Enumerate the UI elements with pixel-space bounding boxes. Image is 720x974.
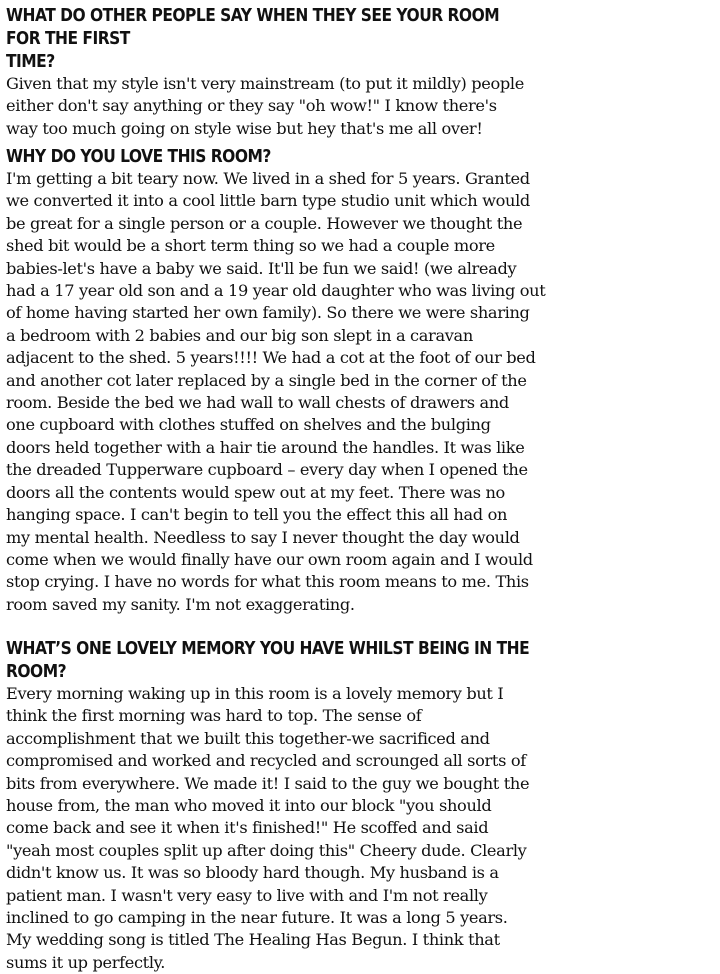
section-heading: WHAT DO OTHER PEOPLE SAY WHEN THEY SEE YOUR ROOM FOR THE FIRST TIME? — [6, 5, 500, 72]
section-body: Every morning waking up in this room is a lovely memory but I think the first morning was hard to top. The sense of accomplishment that we built this together-we sacrificed and compromised and worked and recycled and scrounged all sorts of bits from everywhere. We made it! I said to the guy we bought the house from, the man who moved it into our block "you should come back and see it when it's finished!" He scoffed and said "yeah most couples split up after doing this" Cheery dude. Clearly didn't know us. It was so bloody hard though. My husband is a patient man. I wasn't very easy to live with and I'm not really inclined to go camping in the near future. It was a long 5 years. My wedding song is titled The Healing Has Begun. I think that sums it up perfectly. — [6, 684, 530, 972]
section-first-impressions — [6, 4, 566, 140]
section-heading: WHY DO YOU LOVE THIS ROOM? — [6, 146, 271, 167]
section-why-love-room — [6, 145, 566, 616]
section-body: Given that my style isn't very mainstream (to put it mildly) people either don't say anything or they say "oh wow!" I know there's way too much going on style wise but hey that's me all over! — [6, 74, 524, 138]
section-heading: WHAT’S ONE LOVELY MEMORY YOU HAVE WHILST BEING IN THE ROOM? — [6, 638, 535, 682]
section-lovely-memory — [6, 637, 566, 974]
section-body: I'm getting a bit teary now. We lived in a shed for 5 years. Granted we converted it into a cool little barn type studio unit which would be great for a single person or a couple. However we thought the shed bit would be a short term thing so we had a couple more babies-let's have a baby we said. It'll be fun we said! (we already had a 17 year old son and a 19 year old daughter who was living out of home having started her own family). So there we were sharing a bedroom with 2 babies and our big son slept in a caravan adjacent to the shed. 5 years!!!! We had a cot at the foot of our bed and another cot later replaced by a single bed in the corner of the room. Beside the bed we had wall to wall chests of drawers and one cupboard with clothes stuffed on shelves and the bulging doors held together with a hair tie around the handles. It was like the dreaded Tupperware cupboard – every day when I opened the doors all the contents would spew out at my feet. There was no hanging space. I can't begin to tell you the effect this all had on my mental health. Needless to say I never thought the day would come when we would finally have our own room again and I would stop crying. I have no words for what this room means to me. This room saved my sanity. I'm not exaggerating. — [6, 169, 546, 614]
